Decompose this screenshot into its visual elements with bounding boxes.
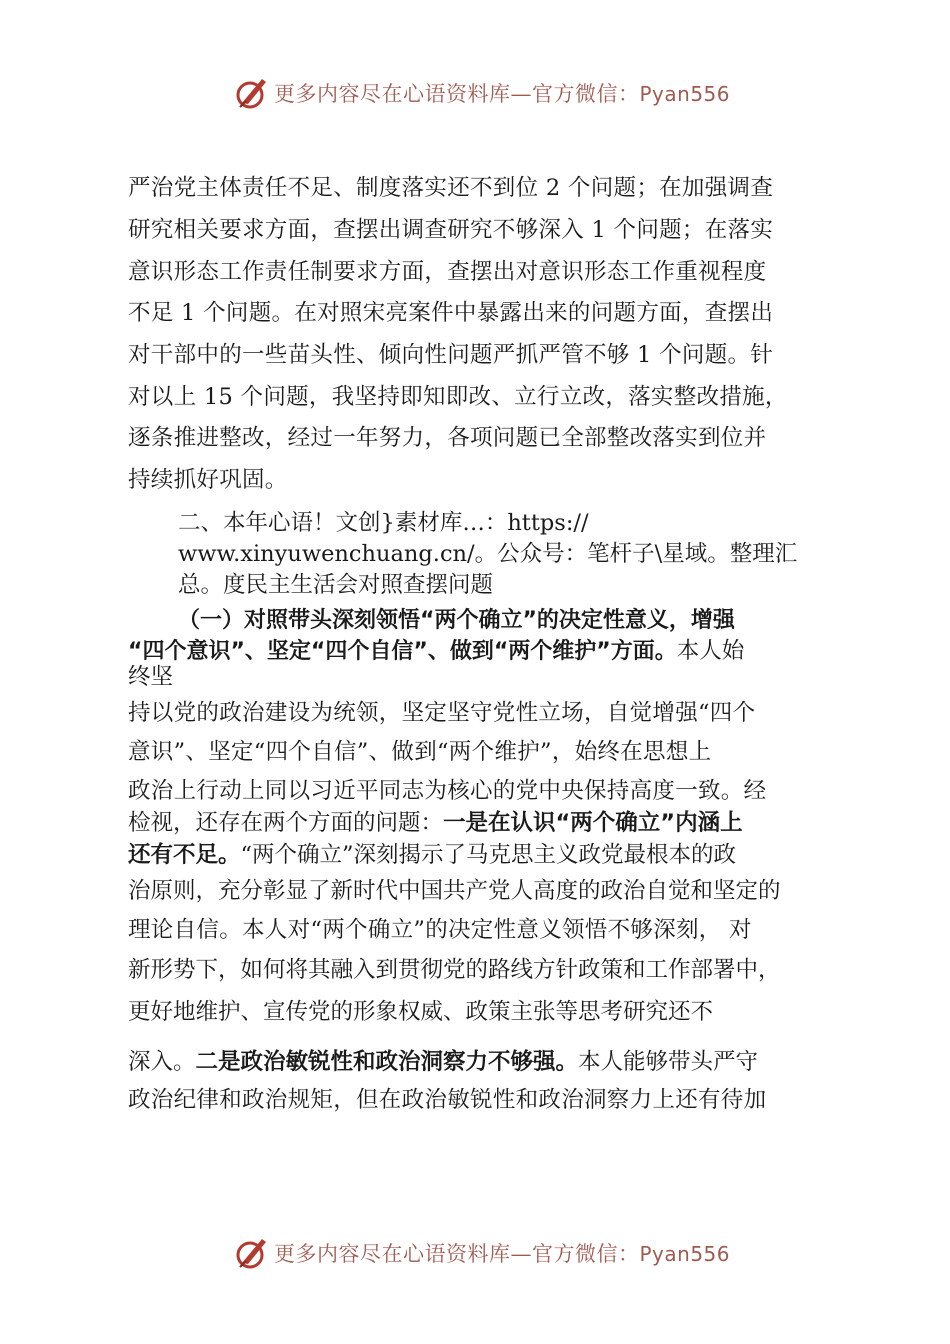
text-line: 治原则，充分彰显了新时代中国共产党人高度的政治自觉和坚定的 [128, 878, 781, 904]
text-line: 理论自信。本人对“两个确立”的决定性意义领悟不够深刻， 对 [128, 917, 752, 943]
text-line-point-1: 检视，还存在两个方面的问题：一是在认识“两个确立”内涵上 [128, 810, 743, 836]
text-line: 还有不足。“两个确立”深刻揭示了马克思主义政党最根本的政 [128, 842, 737, 868]
banner-text: 更多内容尽在心语资料库—官方微信：Pyan556 [274, 1242, 731, 1266]
banner-text: 更多内容尽在心语资料库—官方微信：Pyan556 [274, 82, 731, 106]
point-2-bold: 二是政治敏锐性和政治洞察力不够强。 [195, 1049, 579, 1075]
text-line: 新形势下，如何将其融入到贯彻党的路线方针政策和工作部署中， [128, 957, 781, 983]
section-2-line-1: 二、本年心语！文创}素材库…：https:// [178, 510, 589, 536]
section-2-line-2: www.xinyuwenchuang.cn/。公众号：笔杆子\星域。整理汇 [178, 541, 798, 567]
text-line: 政治上行动上同以习近平同志为核心的党中央保持高度一致。经 [128, 778, 767, 804]
quill-logo-icon [232, 73, 272, 113]
subsection-heading-bold: “四个意识”、坚定“四个自信”、做到“两个维护”方面。 [128, 639, 677, 664]
subsection-heading-line-2 [128, 636, 744, 666]
text-line: 对以上 15 个问题，我坚持即知即改、立行立改，落实整改措施， [128, 384, 788, 410]
text-line: 研究相关要求方面，查摆出调查研究不够深入 1 个问题；在落实 [128, 217, 774, 243]
text-wrap: 终坚 [128, 664, 174, 690]
text-after-heading: 本人始 [676, 638, 745, 664]
text-line: 不足 1 个问题。在对照宋亮案件中暴露出来的问题方面，查摆出 [128, 300, 774, 326]
section-2-line-3: 总。度民主生活会对照查摆问题 [178, 572, 494, 598]
banner-wechat-id: Pyan556 [639, 82, 731, 106]
footer-banner [0, 1233, 950, 1273]
point-1-bold: 一是在认识“两个确立”内涵上 [443, 810, 743, 836]
text-line: 政治纪律和政治规矩，但在政治敏锐性和政治洞察力上还有待加 [128, 1087, 767, 1113]
text-line: 更好地维护、宣传党的形象权威、政策主张等思考研究还不 [128, 999, 714, 1025]
text-line: 逐条推进整改，经过一年努力，各项问题已全部整改落实到位并 [128, 425, 767, 451]
text-line: 持以党的政治建设为统领，坚定坚守党性立场，自觉增强“四个 [128, 700, 756, 726]
quill-logo-icon [232, 1233, 272, 1273]
text-line-point-2: 深入。二是政治敏锐性和政治洞察力不够强。本人能够带头严守 [128, 1049, 759, 1075]
text-line: 严治党主体责任不足、制度落实还不到位 2 个问题；在加强调查 [128, 175, 774, 201]
banner-wechat-id: Pyan556 [639, 1242, 731, 1266]
text-line: 持续抓好巩固。 [128, 467, 288, 493]
text-line: 意识”、坚定“四个自信”、做到“两个维护”，始终在思想上 [128, 739, 712, 765]
text-line: 对干部中的一些苗头性、倾向性问题严抓严管不够 1 个问题。针 [128, 342, 774, 368]
subsection-heading-line-1: （一）对照带头深刻领悟“两个确立”的决定性意义，增强 [178, 608, 735, 633]
point-1-bold-tail: 还有不足。 [128, 842, 241, 868]
header-banner [0, 73, 950, 113]
text-line: 意识形态工作责任制要求方面，查摆出对意识形态工作重视程度 [128, 259, 767, 285]
